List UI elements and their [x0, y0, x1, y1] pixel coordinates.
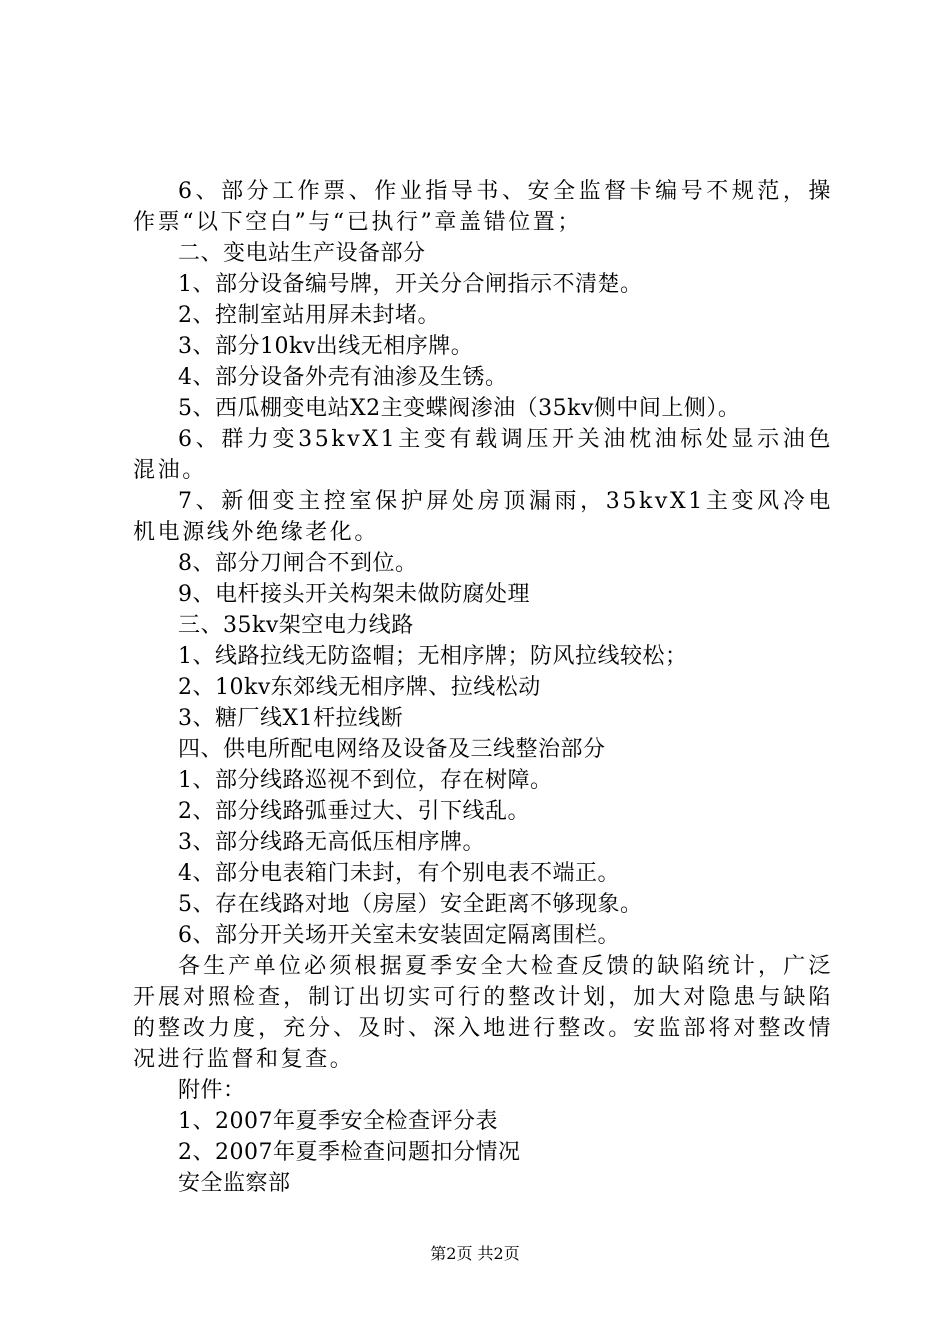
attachment-item: 1、2007年夏季安全检查评分表 — [178, 1109, 498, 1134]
list-item: 2、部分线路弧垂过大、引下线乱。 — [178, 799, 530, 824]
list-item: 8、部分刀闸合不到位。 — [178, 551, 418, 576]
list-item: 6、群力变35kvX1主变有载调压开关油枕油标处显示油色混油。 — [133, 427, 833, 483]
list-item: 7、新佃变主控室保护屏处房顶漏雨，35kvX1主变风冷电机电源线外绝缘老化。 — [133, 489, 833, 545]
section-heading: 四、供电所配电网络及设备及三线整治部分 — [178, 737, 606, 762]
paragraph: 各生产单位必须根据夏季安全大检查反馈的缺陷统计，广泛开展对照检查，制订出切实可行的整改计划，加大对隐患与缺陷的整改力度，充分、及时、深入地进行整改。安监部将对整改情况进行监督和复查。 — [133, 954, 833, 1072]
attachment-item: 2、2007年夏季检查问题扣分情况 — [178, 1140, 521, 1165]
list-item: 3、部分线路无高低压相序牌。 — [178, 830, 485, 855]
list-item: 1、部分设备编号牌，开关分合闸指示不清楚。 — [178, 272, 643, 297]
signature-department: 安全监察部 — [178, 1171, 291, 1196]
list-item: 2、10kv东郊线无相序牌、拉线松动 — [178, 675, 541, 700]
list-item: 1、部分线路巡视不到位，存在树障。 — [178, 768, 553, 793]
page-footer: 第2页 共2页 — [430, 1244, 520, 1263]
list-item: 5、存在线路对地（房屋）安全距离不够现象。 — [178, 892, 643, 917]
list-item: 3、糖厂线X1杆拉线断 — [178, 706, 404, 731]
list-item: 4、部分电表箱门未封，有个别电表不端正。 — [178, 861, 620, 886]
list-item: 5、西瓜棚变电站X2主变蝶阀渗油（35kv侧中间上侧）。 — [178, 396, 741, 421]
section-heading: 二、变电站生产设备部分 — [178, 241, 426, 266]
list-item: 1、线路拉线无防盗帽；无相序牌；防风拉线较松； — [178, 644, 688, 669]
attachment-heading: 附件： — [178, 1078, 246, 1103]
list-item: 9、电杆接头开关构架未做防腐处理 — [178, 582, 530, 607]
section-heading: 三、35kv架空电力线路 — [178, 613, 414, 638]
list-item: 6、部分开关场开关室未安装固定隔离围栏。 — [178, 923, 620, 948]
list-item: 2、控制室站用屏未封堵。 — [178, 303, 440, 328]
paragraph: 6、部分工作票、作业指导书、安全监督卡编号不规范，操作票“以下空白”与“已执行”章盖错位置； — [133, 179, 833, 235]
list-item: 4、部分设备外壳有油渗及生锈。 — [178, 365, 508, 390]
document-body — [133, 176, 833, 1199]
list-item: 3、部分10kv出线无相序牌。 — [178, 334, 474, 359]
